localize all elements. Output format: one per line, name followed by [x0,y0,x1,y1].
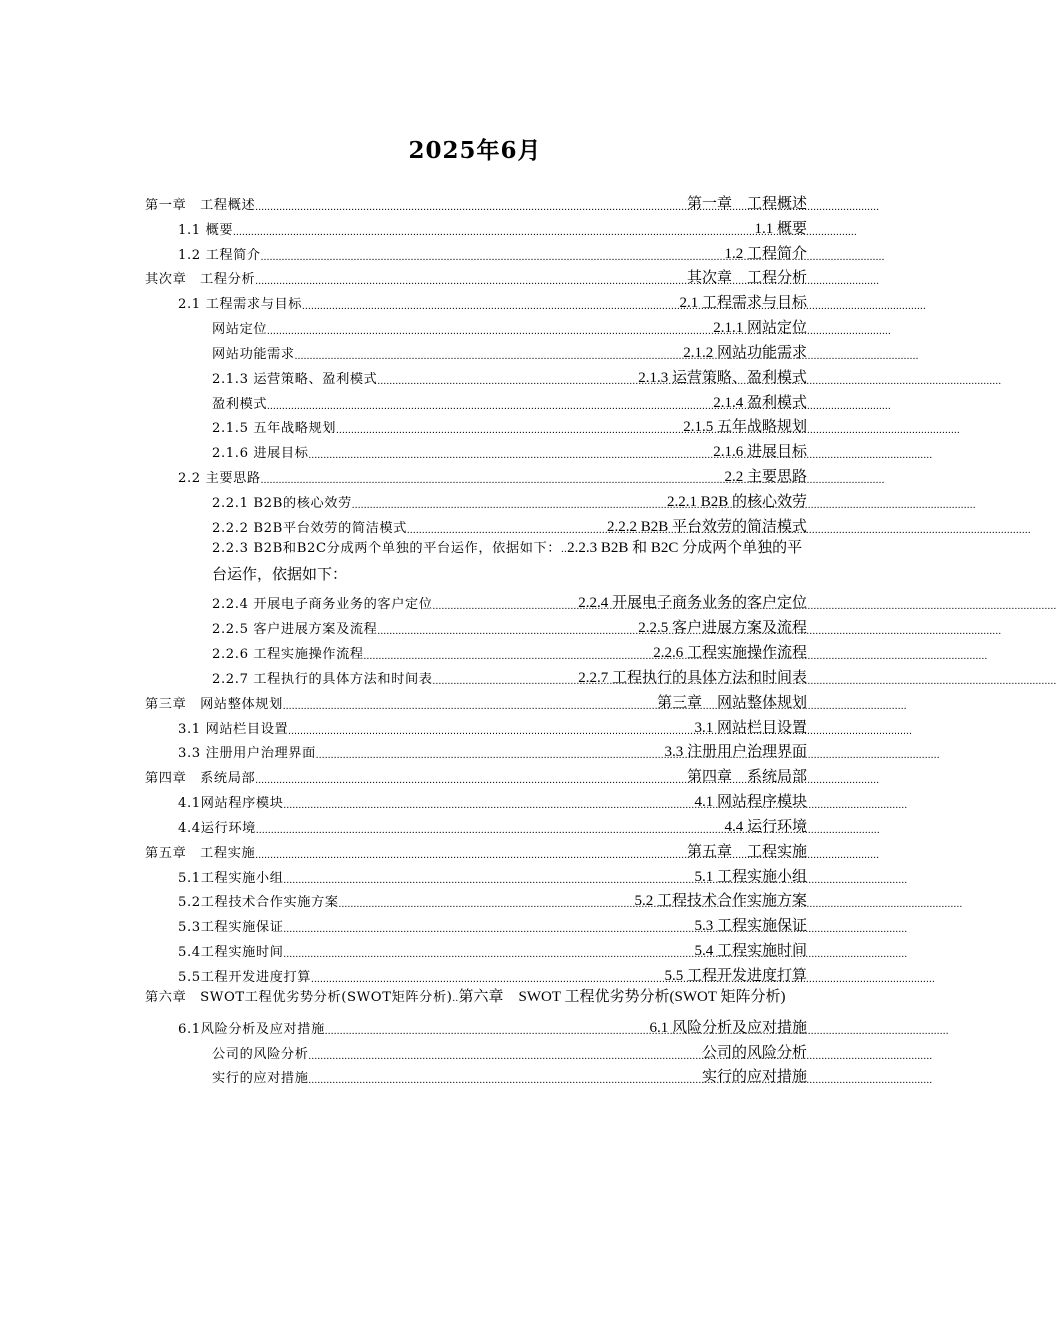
toc-entry[interactable] [145,712,807,737]
toc-entry[interactable] [145,412,807,437]
toc-entry-label: 第六章 SWOT工程优劣势分析(SWOT矩阵分析) [145,990,453,1005]
toc-entry[interactable] [145,461,807,486]
toc-entry-label: 2.2 主要思路 [178,471,261,487]
toc-entry-label: 第一章 工程概述 [145,197,256,213]
toc-entry-target: 其次章 工程分析 [686,270,807,287]
toc-entry-label: 2.1.6 进展目标 [212,446,309,462]
toc-entry[interactable] [145,263,807,288]
toc-entry[interactable] [145,337,807,362]
toc-leader-dots [309,1051,702,1062]
toc-entry-target: 第六章 SWOT 工程优劣势分析(SWOT 矩阵分析) [458,989,786,1005]
toc-entry[interactable] [145,536,807,588]
toc-entry-target: 3.3 注册用户治理界面 [664,744,807,761]
toc-entry-target: 2.1 工程需求与目标 [679,295,807,312]
toc-leader-dots [302,301,679,312]
toc-entry-target: 2.1.4 盈利模式 [713,394,807,411]
toc-leader-dots [309,450,714,461]
toc-leader-dots [284,875,695,886]
toc-leader-dots [336,425,683,436]
toc-entry-label: 2.2.5 客户进展方案及流程 [212,622,378,638]
toc-entry[interactable] [145,737,807,762]
toc-entry[interactable] [145,612,807,637]
toc-leader-dots [255,850,687,861]
toc-entry-target: 2.2.6 工程实施操作流程 [653,645,807,662]
toc-entry[interactable] [145,213,807,238]
toc-entry-label: 1.1 概要 [178,222,234,238]
toc-entry[interactable] [145,786,807,811]
toc-entry[interactable] [145,811,807,836]
toc-entry-target: 2.2.1 B2B 的核心效劳 [666,493,807,510]
toc-entry-label: 5.4工程实施时间 [178,945,284,961]
toc-entry-target: 实行的应对措施 [701,1069,807,1086]
toc-entry-target: 2.2.4 开展电子商务业务的客户定位 [578,595,807,612]
toc-entry-target: 1.1 概要 [754,220,807,237]
toc-leader-dots [256,825,725,836]
toc-entry[interactable] [145,910,807,935]
toc-entry-label: 4.1网站程序模块 [178,796,284,812]
toc-entry[interactable] [145,935,807,960]
table-of-contents [145,188,807,1086]
toc-entry[interactable] [145,1012,807,1037]
toc-leader-dots [311,974,664,985]
toc-leader-dots [255,202,687,213]
toc-entry[interactable] [145,836,807,861]
toc-entry[interactable] [145,387,807,412]
toc-entry-target: 4.4 运行环境 [724,818,807,835]
toc-entry-target: 2.2.7 工程执行的具体方法和时间表 [578,669,807,686]
toc-leader-dots [364,651,654,662]
toc-entry-label: 5.3工程实施保证 [178,920,284,936]
toc-entry[interactable] [145,238,807,263]
toc-entry-label: 2.2.3 B2B和B2C分成两个单独的平台运作，依据如下： [212,540,562,556]
toc-entry-label: 3.1 网站栏目设置 [178,721,289,737]
toc-entry[interactable] [145,960,807,985]
toc-entry[interactable] [145,886,807,911]
toc-entry[interactable] [145,861,807,886]
toc-entry-label: 盈利模式 [212,396,268,412]
toc-entry-label: 2.2.6 工程实施操作流程 [212,647,364,663]
toc-entry[interactable] [145,1062,807,1087]
toc-entry-label: 其次章 工程分析 [145,272,256,288]
toc-entry[interactable] [145,362,807,387]
toc-entry[interactable] [145,985,807,1012]
toc-entry[interactable] [145,1037,807,1062]
toc-entry-target: 2.2.5 客户进展方案及流程 [638,620,807,637]
toc-entry-label: 第三章 网站整体规划 [145,696,283,712]
toc-leader-dots [316,750,665,761]
toc-entry[interactable] [145,486,807,511]
toc-leader-dots [284,800,695,811]
toc-entry-label: 公司的风险分析 [212,1046,309,1062]
toc-entry-label: 网站功能需求 [212,346,295,362]
toc-leader-dots [407,525,607,536]
toc-leader-dots [233,227,754,238]
toc-leader-dots [288,726,694,737]
toc-leader-dots [433,676,579,687]
toc-entry-label: 3.3 注册用户治理界面 [178,746,316,762]
toc-entry-target: 5.1 工程实施小组 [694,868,807,885]
toc-entry-target: 2.2.2 B2B 平台效劳的简洁模式 [606,518,807,535]
toc-entry-label: 5.5工程开发进度打算 [178,970,312,985]
toc-entry-label: 2.2.1 B2B的核心效劳 [212,495,352,511]
toc-leader-dots [261,475,725,486]
toc-entry-target: 5.4 工程实施时间 [694,943,807,960]
toc-leader-dots [283,701,657,712]
toc-entry-target: 第一章 工程概述 [686,195,807,212]
toc-leader-dots [325,1026,650,1037]
toc-entry-label: 2.2.7 工程执行的具体方法和时间表 [212,671,433,687]
toc-leader-dots [339,899,635,910]
toc-entry[interactable] [145,312,807,337]
toc-entry[interactable] [145,287,807,312]
toc-entry-target: 第五章 工程实施 [686,843,807,860]
toc-leader-dots [377,626,638,637]
toc-leader-dots [433,601,579,612]
toc-entry-target: 2.1.5 五年战略规划 [683,419,807,436]
toc-entry-target: 6.1 风险分析及应对措施 [649,1019,807,1036]
toc-leader-dots [284,949,695,960]
toc-entry-label: 6.1风险分析及应对措施 [178,1021,325,1037]
toc-leader-dots [352,500,667,511]
toc-entry-target: 2.2.3 B2B 和 B2C 分成两个单独的平台运作，依据如下： [212,539,803,583]
toc-leader-dots [377,376,638,387]
toc-entry[interactable] [145,588,807,613]
toc-entry-label: 2.1 工程需求与目标 [178,297,303,313]
toc-entry-target: 2.1.3 运营策略、盈利模式 [638,369,807,386]
toc-entry-target: 2.1.6 进展目标 [713,444,807,461]
toc-entry-label: 5.1工程实施小组 [178,870,284,886]
toc-entry-target: 5.2 工程技术合作实施方案 [634,893,807,910]
toc-entry-label: 实行的应对措施 [212,1071,309,1087]
toc-entry-label: 5.2工程技术合作实施方案 [178,895,339,911]
toc-entry[interactable] [145,637,807,662]
toc-entry-target: 4.1 网站程序模块 [694,794,807,811]
toc-entry-target: 2.1.1 网站定位 [713,320,807,337]
toc-entry[interactable] [145,511,807,536]
toc-entry-label: 2.2.4 开展电子商务业务的客户定位 [212,597,433,613]
toc-entry-label: 2.2.2 B2B平台效劳的简洁模式 [212,520,408,536]
toc-entry-target: 2.1.2 网站功能需求 [683,344,807,361]
toc-leader-dots [255,276,687,287]
toc-entry-target: 5.3 工程实施保证 [694,918,807,935]
toc-entry-label: 2.1.5 五年战略规划 [212,421,337,437]
toc-entry-label: 网站定位 [212,322,268,338]
toc-leader-dots [267,401,713,412]
toc-entry-target: 第四章 系统局部 [686,769,807,786]
toc-leader-dots [309,1075,702,1086]
toc-entry-target: 3.1 网站栏目设置 [694,719,807,736]
toc-entry-label: 2.1.3 运营策略、盈利模式 [212,371,378,387]
toc-entry-target: 第三章 网站整体规划 [656,694,807,711]
toc-entry-target: 公司的风险分析 [701,1044,807,1061]
toc-entry[interactable] [145,761,807,786]
toc-entry-label: 1.2 工程简介 [178,247,261,263]
toc-entry[interactable] [145,436,807,461]
toc-entry-target: 1.2 工程简介 [724,245,807,262]
toc-entry-label: 第四章 系统局部 [145,771,256,787]
toc-entry-target: 5.5 工程开发进度打算 [664,968,807,984]
toc-entry-label: 4.4运行环境 [178,820,256,836]
toc-leader-dots [267,326,713,337]
toc-entry-label: 第五章 工程实施 [145,845,256,861]
toc-entry[interactable] [145,687,807,712]
toc-entry[interactable] [145,662,807,687]
toc-leader-dots [261,252,725,263]
toc-leader-dots [295,351,684,362]
document-date: 2025年6月 [408,137,542,164]
toc-leader-dots [284,924,695,935]
toc-entry-target: 2.2 主要思路 [724,469,807,486]
toc-entry[interactable] [145,188,807,213]
toc-leader-dots [255,775,687,786]
